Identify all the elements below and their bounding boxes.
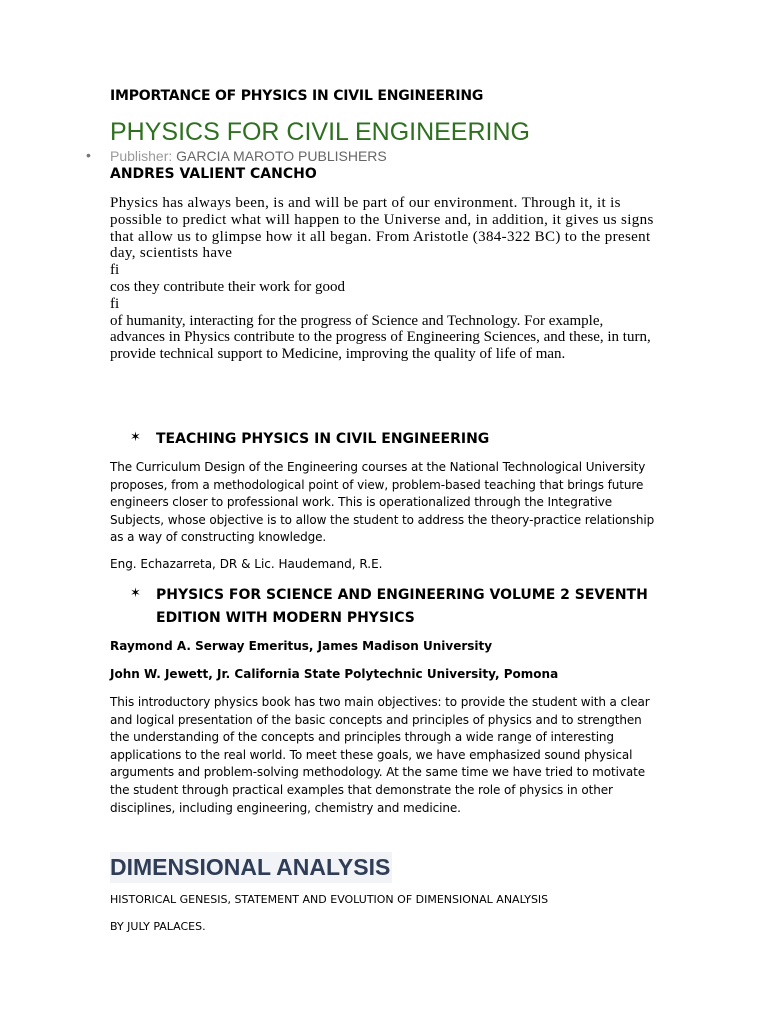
document-title: IMPORTANCE OF PHYSICS IN CIVIL ENGINEERING: [110, 88, 484, 104]
publisher-line: [86, 147, 655, 164]
section-heading-book2: [110, 584, 655, 630]
star-bullet-icon: ✶: [130, 430, 141, 445]
bullet-icon: •: [86, 147, 91, 163]
intro-text-3: of humanity, interacting for the progress of Science and Technology. For example, advances in Physics contribute to the progress of Engineering Sciences, and these, in turn, provide technical support to Medicine, improving the quality of life of man.: [110, 312, 651, 363]
dimensional-analysis-title: DIMENSIONAL ANALYSIS: [110, 852, 392, 883]
book2-paragraph: This introductory physics book has two main objectives: to provide the student with a clear and logical presentation of the basic concepts and principles of physics and to strengthen the understanding of the concepts and principles through a wide range of interesting applications to the real world. To meet these goals, we have emphasized sound physical arguments and problem-solving methodology. At the same time we have tried to motivate the student through practical examples that demonstrate the role of physics in other disciplines, including engineering, chemistry and medicine.: [110, 695, 650, 815]
intro-paragraph: [110, 195, 655, 363]
book2-author-1: Raymond A. Serway Emeritus, James Madison University: [110, 639, 493, 653]
book-title: PHYSICS FOR CIVIL ENGINEERING: [110, 118, 530, 146]
star-bullet-icon: ✶: [130, 586, 141, 601]
book2-author-2: John W. Jewett, Jr. California State Polytechnic University, Pomona: [110, 667, 559, 681]
heading-text: PHYSICS FOR SCIENCE AND ENGINEERING VOLUME 2 SEVENTH EDITION WITH MODERN PHYSICS: [156, 587, 648, 626]
ligature-fragment: fi: [110, 262, 120, 279]
teaching-credit: Eng. Echazarreta, DR & Lic. Haudemand, R.E.: [110, 557, 383, 571]
heading-text: TEACHING PHYSICS IN CIVIL ENGINEERING: [156, 431, 490, 447]
publisher-label: Publisher:: [110, 148, 173, 164]
intro-text-1: Physics has always been, is and will be part of our environment. Through it, it is possible to predict what will happen to the Universe and, in addition, it gives us signs that allow us to glimpse how it all began. From Aristotle (384-322 BC) to the present day, scientists have: [110, 195, 654, 262]
book-author: ANDRES VALIENT CANCHO: [110, 166, 317, 182]
dimensional-subtitle: HISTORICAL GENESIS, STATEMENT AND EVOLUTION OF DIMENSIONAL ANALYSIS: [110, 893, 549, 906]
section-heading-teaching: [110, 428, 655, 451]
dimensional-byline: BY JULY PALACES.: [110, 920, 206, 933]
publisher-name: GARCIA MAROTO PUBLISHERS: [176, 148, 387, 164]
ligature-fragment: fi: [110, 295, 120, 312]
teaching-paragraph: The Curriculum Design of the Engineering courses at the National Technological University proposes, from a methodological point of view, problem-based teaching that brings future engineers closer to professional work. This is operationalized through the Integrative Subjects, whose objective is to allow the student to address the theory-practice relationship as a way of constructing knowledge.: [110, 460, 655, 545]
intro-text-2: cos they contribute their work for good: [110, 278, 345, 295]
